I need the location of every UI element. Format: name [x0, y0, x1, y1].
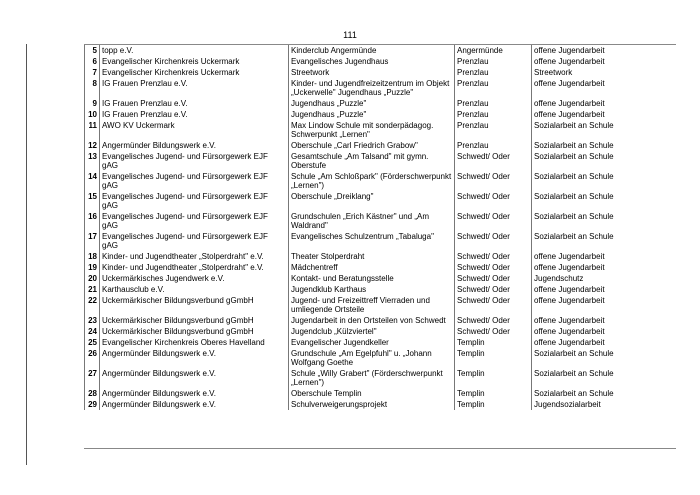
location-cell: Templin [455, 399, 532, 410]
category-cell: offene Jugendarbeit [532, 295, 677, 315]
organization-cell: Evangelisches Jugend- und Fürsorgewerk EJF gAG [100, 171, 289, 191]
table-row [85, 284, 677, 295]
organization-cell: Evangelisches Jugend- und Fürsorgewerk EJF gAG [100, 211, 289, 231]
table-row [85, 56, 677, 67]
category-cell: Sozialarbeit an Schule [532, 140, 677, 151]
table-row [85, 348, 677, 368]
location-cell: Angermünde [455, 45, 532, 56]
location-cell: Prenzlau [455, 120, 532, 140]
location-cell: Schwedt/ Oder [455, 262, 532, 273]
facility-cell: Schule „Willy Grabert" (Förderschwerpunkt „Lernen") [289, 368, 455, 388]
row-number: 10 [85, 109, 100, 120]
row-number: 18 [85, 251, 100, 262]
location-cell: Schwedt/ Oder [455, 231, 532, 251]
facility-cell: Schulverweigerungsprojekt [289, 399, 455, 410]
row-number: 29 [85, 399, 100, 410]
row-number: 28 [85, 388, 100, 399]
facility-cell: Kinder- und Jugendfreizeitzentrum im Objekt „Uckerwelle" Jugendhaus „Puzzle" [289, 78, 455, 98]
facility-cell: Schule „Am Schloßpark" (Förderschwerpunkt „Lernen") [289, 171, 455, 191]
location-cell: Schwedt/ Oder [455, 326, 532, 337]
table-row [85, 140, 677, 151]
row-number: 5 [85, 45, 100, 56]
category-cell: Sozialarbeit an Schule [532, 231, 677, 251]
table-row [85, 315, 677, 326]
row-number: 16 [85, 211, 100, 231]
location-cell: Schwedt/ Oder [455, 171, 532, 191]
table-row [85, 262, 677, 273]
category-cell: offene Jugendarbeit [532, 56, 677, 67]
organization-cell: Kinder- und Jugendtheater „Stolperdraht" e.V. [100, 251, 289, 262]
table-row [85, 67, 677, 78]
table-row [85, 251, 677, 262]
category-cell: offene Jugendarbeit [532, 337, 677, 348]
facility-cell: Kinderclub Angermünde [289, 45, 455, 56]
table-row [85, 326, 677, 337]
row-number: 14 [85, 171, 100, 191]
row-number: 20 [85, 273, 100, 284]
row-number: 15 [85, 191, 100, 211]
organization-cell: Karthausclub e.V. [100, 284, 289, 295]
category-cell: offene Jugendarbeit [532, 284, 677, 295]
row-number: 25 [85, 337, 100, 348]
location-cell: Schwedt/ Oder [455, 211, 532, 231]
category-cell: Sozialarbeit an Schule [532, 171, 677, 191]
location-cell: Prenzlau [455, 109, 532, 120]
youth-facilities-table [84, 45, 677, 410]
margin-line [26, 44, 27, 465]
category-cell: Streetwork [532, 67, 677, 78]
organization-cell: Uckermärkischer Bildungsverbund gGmbH [100, 326, 289, 337]
facility-cell: Jugendhaus „Puzzle" [289, 98, 455, 109]
organization-cell: IG Frauen Prenzlau e.V. [100, 78, 289, 98]
table-row [85, 388, 677, 399]
organization-cell: Angermünder Bildungswerk e.V. [100, 140, 289, 151]
location-cell: Templin [455, 348, 532, 368]
category-cell: Jugendsozialarbeit [532, 399, 677, 410]
category-cell: Sozialarbeit an Schule [532, 368, 677, 388]
table-row [85, 109, 677, 120]
row-number: 12 [85, 140, 100, 151]
row-number: 17 [85, 231, 100, 251]
bottom-rule [84, 448, 676, 449]
location-cell: Templin [455, 388, 532, 399]
category-cell: offene Jugendarbeit [532, 315, 677, 326]
row-number: 22 [85, 295, 100, 315]
location-cell: Prenzlau [455, 140, 532, 151]
category-cell: Sozialarbeit an Schule [532, 211, 677, 231]
location-cell: Schwedt/ Oder [455, 295, 532, 315]
category-cell: offene Jugendarbeit [532, 109, 677, 120]
facility-cell: Jugendclub „Külzviertel" [289, 326, 455, 337]
facility-cell: Jugend- und Freizeittreff Vierraden und umliegende Ortsteile [289, 295, 455, 315]
category-cell: offene Jugendarbeit [532, 251, 677, 262]
organization-cell: IG Frauen Prenzlau e.V. [100, 109, 289, 120]
organization-cell: Evangelischer Kirchenkreis Oberes Havelland [100, 337, 289, 348]
location-cell: Prenzlau [455, 56, 532, 67]
category-cell: Sozialarbeit an Schule [532, 348, 677, 368]
facility-cell: Kontakt- und Beratungsstelle [289, 273, 455, 284]
row-number: 23 [85, 315, 100, 326]
table-row [85, 171, 677, 191]
location-cell: Schwedt/ Oder [455, 284, 532, 295]
row-number: 27 [85, 368, 100, 388]
organization-cell: Kinder- und Jugendtheater „Stolperdraht" e.V. [100, 262, 289, 273]
organization-cell: Uckermärkisches Jugendwerk e.V. [100, 273, 289, 284]
row-number: 21 [85, 284, 100, 295]
row-number: 19 [85, 262, 100, 273]
location-cell: Schwedt/ Oder [455, 251, 532, 262]
organization-cell: AWO KV Uckermark [100, 120, 289, 140]
category-cell: Sozialarbeit an Schule [532, 151, 677, 171]
organization-cell: Uckermärkischer Bildungsverbund gGmbH [100, 295, 289, 315]
category-cell: Jugendschutz [532, 273, 677, 284]
table-row [85, 273, 677, 284]
facility-cell: Jugendhaus „Puzzle" [289, 109, 455, 120]
table-row [85, 120, 677, 140]
location-cell: Schwedt/ Oder [455, 191, 532, 211]
facility-cell: Grundschulen „Erich Kästner" und „Am Waldrand" [289, 211, 455, 231]
table-row [85, 98, 677, 109]
table-row [85, 45, 677, 56]
row-number: 9 [85, 98, 100, 109]
location-cell: Prenzlau [455, 98, 532, 109]
row-number: 24 [85, 326, 100, 337]
facility-cell: Max Lindow Schule mit sonderpädagog. Schwerpunkt „Lernen" [289, 120, 455, 140]
organization-cell: Evangelisches Jugend- und Fürsorgewerk EJF gAG [100, 151, 289, 171]
organization-cell: Evangelischer Kirchenkreis Uckermark [100, 56, 289, 67]
category-cell: offene Jugendarbeit [532, 98, 677, 109]
organization-cell: Uckermärkischer Bildungsverbund gGmbH [100, 315, 289, 326]
facility-cell: Jugendklub Karthaus [289, 284, 455, 295]
category-cell: Sozialarbeit an Schule [532, 388, 677, 399]
organization-cell: IG Frauen Prenzlau e.V. [100, 98, 289, 109]
facility-cell: Jugendarbeit in den Ortsteilen von Schwedt [289, 315, 455, 326]
location-cell: Prenzlau [455, 78, 532, 98]
category-cell: offene Jugendarbeit [532, 78, 677, 98]
row-number: 6 [85, 56, 100, 67]
facility-cell: Oberschule „Carl Friedrich Grabow" [289, 140, 455, 151]
facility-cell: Streetwork [289, 67, 455, 78]
location-cell: Templin [455, 368, 532, 388]
row-number: 26 [85, 348, 100, 368]
table-row [85, 78, 677, 98]
table-row [85, 211, 677, 231]
table-row [85, 295, 677, 315]
table-body [85, 45, 677, 410]
location-cell: Schwedt/ Oder [455, 151, 532, 171]
facility-cell: Oberschule Templin [289, 388, 455, 399]
facility-cell: Grundschule „Am Egelpfuhl" u. „Johann Wolfgang Goethe [289, 348, 455, 368]
facility-cell: Evangelisches Schulzentrum „Tabaluga" [289, 231, 455, 251]
organization-cell: Angermünder Bildungswerk e.V. [100, 388, 289, 399]
organization-cell: Evangelisches Jugend- und Fürsorgewerk EJF gAG [100, 191, 289, 211]
organization-cell: Evangelischer Kirchenkreis Uckermark [100, 67, 289, 78]
facility-cell: Gesamtschule „Am Talsand" mit gymn. Oberstufe [289, 151, 455, 171]
page-number: 111 [343, 30, 357, 40]
table-row [85, 231, 677, 251]
location-cell: Schwedt/ Oder [455, 315, 532, 326]
location-cell: Schwedt/ Oder [455, 273, 532, 284]
organization-cell: Angermünder Bildungswerk e.V. [100, 399, 289, 410]
organization-cell: Evangelisches Jugend- und Fürsorgewerk EJF gAG [100, 231, 289, 251]
category-cell: Sozialarbeit an Schule [532, 191, 677, 211]
organization-cell: Angermünder Bildungswerk e.V. [100, 368, 289, 388]
category-cell: Sozialarbeit an Schule [532, 120, 677, 140]
facility-cell: Theater Stolperdraht [289, 251, 455, 262]
row-number: 8 [85, 78, 100, 98]
facility-cell: Oberschule „Dreiklang" [289, 191, 455, 211]
organization-cell: topp e.V. [100, 45, 289, 56]
organization-cell: Angermünder Bildungswerk e.V. [100, 348, 289, 368]
table-row [85, 337, 677, 348]
facility-cell: Evangelischer Jugendkeller [289, 337, 455, 348]
facility-cell: Mädchentreff [289, 262, 455, 273]
facility-cell: Evangelisches Jugendhaus [289, 56, 455, 67]
row-number: 13 [85, 151, 100, 171]
row-number: 7 [85, 67, 100, 78]
table-row [85, 151, 677, 171]
table-row [85, 368, 677, 388]
category-cell: offene Jugendarbeit [532, 262, 677, 273]
table-row [85, 399, 677, 410]
category-cell: offene Jugendarbeit [532, 45, 677, 56]
table-row [85, 191, 677, 211]
location-cell: Prenzlau [455, 67, 532, 78]
row-number: 11 [85, 120, 100, 140]
category-cell: offene Jugendarbeit [532, 326, 677, 337]
location-cell: Templin [455, 337, 532, 348]
